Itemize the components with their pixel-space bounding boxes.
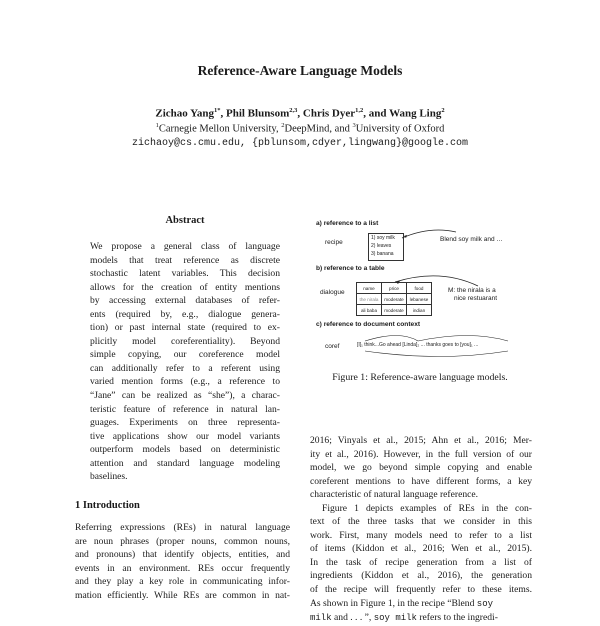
affiliation: DeepMind [284, 123, 330, 135]
body-line: characteristic of natural language reference. [310, 489, 479, 501]
abstract-line: attention and standard language modeling [90, 457, 280, 469]
affil-mark: 1 [155, 122, 159, 129]
author-list: Zichao Yang$^{1*}$, Phil Blunsom$^{2,3}$, Chris Dyer$^{1,2}$, and Wang Ling$^2$ [155, 107, 445, 120]
abstract-line: by accessing external databases of refer- [90, 295, 280, 307]
dialogue-sentence: nice restuarant [454, 295, 497, 302]
abstract-line: teristic feature of reference in natural lan- [90, 403, 280, 415]
intro-line: and they play a key role in communicating infor- [75, 576, 290, 588]
affiliations: $^1$Carnegie Mellon University, $^2$DeepMind, and $^3$University of Oxford [155, 122, 445, 135]
abstract-heading: Abstract [165, 215, 205, 226]
code-run: soy milk [373, 613, 417, 624]
body-line: model, we go beyond simple copying and enable [310, 462, 532, 474]
body-line: work. First, many models need to refer to a list [310, 529, 532, 541]
author-mark: 2 [441, 107, 445, 114]
text-run: and . . . ”, [331, 612, 374, 624]
table-cell: ali baba [357, 305, 382, 316]
coref-sentence: [I]₁ think...Go ahead [Linda]₂ ... thanks goes to [you]₁ ... [357, 342, 479, 348]
author-emails: zichaoy@cs.cmu.edu, {pblunsom,cdyer,lingwang}@google.com [131, 138, 469, 149]
abstract-line: tive applications show our model variants [90, 430, 280, 442]
author-name: Zichao Yang [155, 107, 214, 120]
body-line: In the task of recipe generation from a list of [310, 556, 532, 568]
right-column-body [310, 434, 532, 626]
body-line: ingredients (Kiddon et al., 2016), the generation [310, 570, 532, 582]
text-run: As shown in Figure 1, in the recipe “Blend [310, 597, 477, 609]
recipe-item: 1) soy milk [371, 235, 395, 241]
abstract-line: simple copying, our coreference model [90, 349, 280, 361]
affil-mark: 2 [281, 122, 285, 129]
author-mark: 1,2 [355, 107, 364, 114]
figure-caption: Figure 1: Reference-aware language models. [332, 372, 508, 383]
panel-c-label: coref [325, 343, 340, 350]
panel-a-title: a) reference to a list [316, 220, 379, 227]
table-cell: name [357, 283, 382, 294]
table-cell: moderate [382, 305, 407, 316]
panel-b-label: dialogue [320, 289, 345, 296]
table-cell: price [382, 283, 407, 294]
abstract-line: guages. Experiments on three representa- [90, 417, 280, 429]
code-run: milk [310, 613, 332, 624]
author-name: Wang Ling [389, 107, 442, 120]
panel-c-title: c) reference to document context [316, 321, 421, 328]
dialogue-sentence: M: the nirala is a [448, 287, 496, 294]
body-line: Figure 1 depicts examples of REs in the con- [322, 502, 532, 514]
intro-line: events in an environment. REs occur frequently [75, 562, 290, 574]
abstract-line: stochastic latent variables. This decision [90, 268, 280, 280]
body-line: of the recipe will frequently refer to these items. [310, 584, 532, 596]
panel-b-title: b) reference to a table [316, 265, 385, 272]
body-line [310, 611, 532, 626]
arrow-line [402, 230, 456, 238]
author-name: Phil Blunsom [225, 107, 290, 120]
arrow-line [418, 336, 508, 342]
abstract-line: allows for the creation of entity mentions [90, 281, 280, 293]
intro-line: mation efficiently. While REs are common in nat- [75, 589, 290, 601]
panel-a-label: recipe [325, 239, 343, 246]
author-name: Chris Dyer [302, 107, 356, 120]
body-line: coreferent mentions to have different forms, a key [310, 475, 532, 487]
abstract-line: plicitly model coreferentiality). Beyond [90, 335, 280, 347]
code-run: soy [476, 598, 493, 609]
affiliation: University of Oxford [355, 123, 445, 135]
recipe-item: 3) banana [371, 251, 394, 258]
recipe-sentence: Blend soy milk and … [440, 236, 503, 243]
arrow-line [395, 276, 478, 286]
body-line [310, 597, 532, 612]
author-mark: 1* [213, 107, 221, 114]
abstract-line: baselines. [90, 471, 128, 483]
abstract-line: models that treat reference as discrete [90, 254, 280, 266]
body-line: 2016; Vinyals et al., 2015; Ahn et al., 2016; Mer- [310, 435, 532, 446]
recipe-item: 2) leaves [371, 243, 392, 250]
abstract-line: can additionally refer to a referent using [90, 362, 280, 374]
body-line: ity et al., 2016). However, in the full version of our [310, 448, 532, 460]
abstract-line: “Jane” can be realized as “she”), a charac- [90, 390, 280, 402]
paper-title: Reference-Aware Language Models [197, 63, 403, 78]
section-heading-introduction: 1 Introduction [75, 500, 140, 511]
affil-mark: 3 [352, 122, 356, 129]
author-mark: 2,3 [289, 107, 298, 114]
intro-line: are noun phrases (proper nouns, common nouns, [75, 535, 290, 547]
affiliation: Carnegie Mellon University [158, 123, 276, 135]
abstract-line: tion) or past internal state (required to ex- [90, 322, 280, 334]
abstract-line: varied mention forms (e.g., a reference to [90, 376, 280, 388]
abstract-line: We propose a general class of language [90, 241, 280, 252]
abstract-line: ents (required by, e.g., dialogue genera- [90, 308, 280, 320]
arrow-line [365, 351, 508, 357]
intro-line: and pronouns) that identify objects, entities, and [75, 549, 290, 561]
table-cell: lebanese [407, 294, 432, 305]
abstract-line: outperform models based on deterministic [90, 444, 280, 456]
table-cell: food [407, 283, 432, 294]
table-cell: moderate [382, 294, 407, 305]
arrow-line [365, 336, 418, 342]
table-cell: the nirala [357, 294, 382, 305]
body-line: text of the three tasks that we consider in this [310, 516, 532, 528]
body-line: of items (Kiddon et al., 2016; Wen et al., 2015). [310, 543, 532, 555]
text-run: refers to the ingredi- [416, 612, 498, 624]
table-cell: indian [407, 305, 432, 316]
intro-line: Referring expressions (REs) in natural language [75, 522, 290, 533]
